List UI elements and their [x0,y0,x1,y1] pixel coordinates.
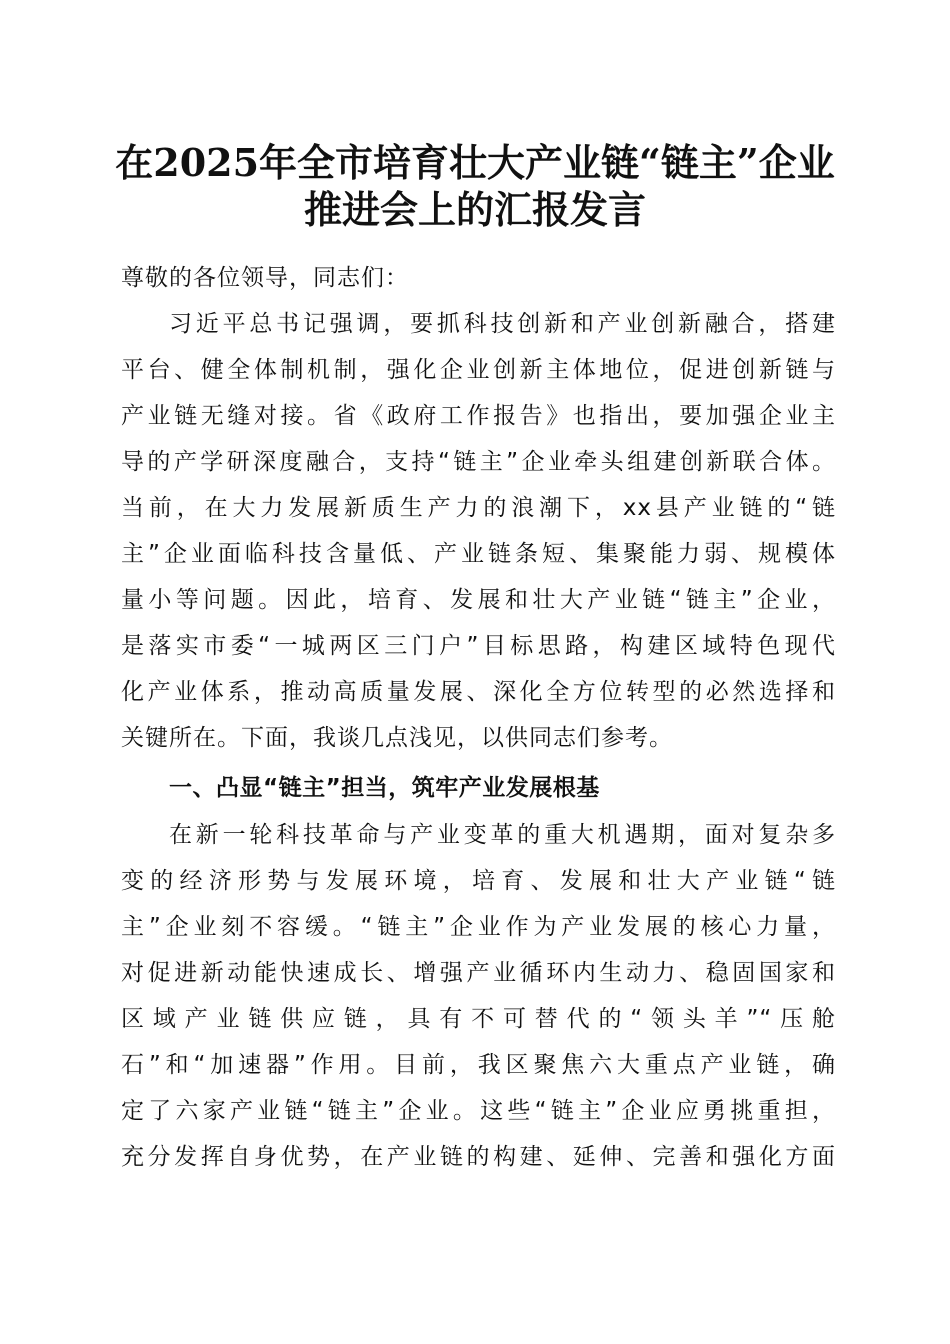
paragraph-line: 导的产学研深度融合，支持“链主”企业牵头组建创新联合体。 [121,449,836,475]
paragraph-line: 定了六家产业链“链主”企业。这些“链主”企业应勇挑重担， [121,1098,836,1124]
paragraph-line: 习近平总书记强调，要抓科技创新和产业创新融合，搭建 [169,311,836,337]
paragraph-line: 区域产业链供应链，具有不可替代的“领头羊”“压舱 [121,1006,836,1032]
paragraph-line: 石”和“加速器”作用。目前，我区聚焦六大重点产业链，确 [121,1052,836,1078]
paragraph-line: 主”企业面临科技含量低、产业链条短、集聚能力弱、规模体 [121,541,836,567]
document-title-line-2: 推进会上的汇报发言 [303,187,646,232]
paragraph-line: 平台、健全体制机制，强化企业创新主体地位，促进创新链与 [121,357,836,383]
paragraph-line: 化产业体系，推动高质量发展、深化全方位转型的必然选择和 [121,679,836,705]
paragraph-line: 充分发挥自身优势，在产业链的构建、延伸、完善和强化方面 [121,1144,836,1170]
document-title-line-1: 在2025年全市培育壮大产业链“链主”企业 [115,140,835,185]
paragraph-line: 当前，在大力发展新质生产力的浪潮下，xx县产业链的“链 [121,495,836,521]
paragraph-line: 产业链无缝对接。省《政府工作报告》也指出，要加强企业主 [121,403,836,429]
section-heading: 一、凸显“链主”担当，筑牢产业发展根基 [169,775,600,801]
paragraph-line: 主”企业刻不容缓。“链主”企业作为产业发展的核心力量， [121,914,836,940]
paragraph-line: 对促进新动能快速成长、增强产业循环内生动力、稳固国家和 [121,960,836,986]
paragraph-line: 量小等问题。因此，培育、发展和壮大产业链“链主”企业， [121,587,836,613]
paragraph-line: 关键所在。下面，我谈几点浅见，以供同志们参考。 [121,725,673,751]
paragraph-line: 是落实市委“一城两区三门户”目标思路，构建区域特色现代 [121,633,836,659]
salutation: 尊敬的各位领导，同志们： [121,265,409,291]
paragraph-line: 在新一轮科技革命与产业变革的重大机遇期，面对复杂多 [169,822,836,848]
paragraph-line: 变的经济形势与发展环境，培育、发展和壮大产业链“链 [121,868,836,894]
